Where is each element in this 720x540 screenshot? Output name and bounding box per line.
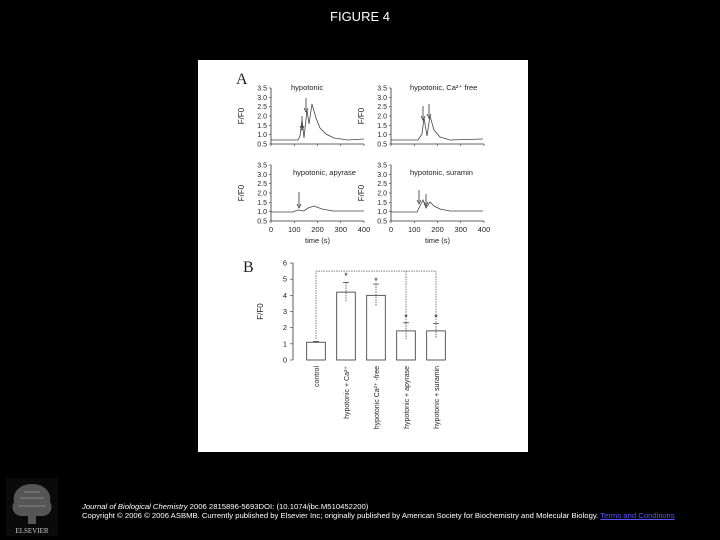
y-tick-label: 1.5 (377, 122, 387, 130)
x-tick-label: hypotonic + apyrase (404, 366, 411, 429)
y-tick-label: 0.5 (257, 218, 267, 226)
y-tick-label: 2.0 (377, 113, 387, 121)
arrow-icon (421, 106, 425, 120)
figure-canvas (198, 60, 528, 452)
x-tick-label: 100 (287, 225, 301, 234)
subplot-label: hypotonic, Ca²⁺ free (410, 83, 478, 92)
x-tick-label: 0 (388, 225, 394, 234)
y-tick-label: 0 (282, 355, 287, 365)
x-axis-label: time (s) (305, 236, 330, 245)
citation-text: 2006 2815896-5693DOI: (10.1074/jbc.M510452200) (187, 502, 369, 511)
trace-line (391, 200, 483, 212)
y-tick-label: 3.5 (257, 85, 267, 93)
y-tick-label: 3.5 (377, 85, 387, 93)
page-title: FIGURE 4 (330, 9, 390, 24)
subplot-label: hypotonic, suramin (410, 168, 473, 177)
subplot-hypotonic (271, 83, 364, 140)
bar (427, 331, 446, 360)
y-tick-label: 0.5 (377, 218, 387, 226)
citation-footer (82, 502, 714, 520)
x-tick-label: 400 (477, 225, 491, 234)
y-tick-label: 1 (282, 339, 287, 349)
y-tick-label: 1.0 (377, 132, 387, 140)
arrow-icon (304, 98, 308, 112)
y-tick-label: 2 (282, 323, 287, 333)
panel-b-label: B (243, 259, 254, 276)
arrow-icon (417, 190, 421, 204)
arrow-icon (427, 104, 431, 118)
y-tick-label: 3.0 (377, 94, 387, 102)
y-axis-label: F/F0 (357, 107, 366, 125)
subplot-label: hypotonic (291, 83, 324, 92)
y-tick-label: 2.0 (377, 190, 387, 198)
copyright-text: Copyright © 2006 © 2006 ASBMB. Currently published by Elsevier Inc; originally published by American Society for Biochemistry and Molecular Biology. (82, 511, 599, 520)
x-tick-label: control (314, 366, 321, 388)
y-tick-label: 5 (282, 274, 287, 284)
y-tick-label: 3.5 (377, 162, 387, 170)
x-axis-label: time (s) (425, 236, 450, 245)
y-tick-label: 1.5 (257, 122, 267, 130)
y-tick-label: 3.0 (257, 94, 267, 102)
y-tick-label: 1.0 (257, 209, 267, 217)
y-tick-label: 2.0 (257, 190, 267, 198)
x-tick-label: 200 (431, 225, 444, 234)
significance-mark: * (374, 276, 378, 287)
logo-text: ELSEVIER (15, 527, 49, 535)
bar (307, 342, 326, 360)
subplot-hypotonic-apyrase (271, 168, 364, 212)
panel-a-label: A (236, 71, 248, 88)
y-tick-label: 0.5 (257, 141, 267, 149)
arrow-icon (297, 192, 301, 208)
y-tick-label: 2.5 (377, 181, 387, 189)
y-tick-label: 1.0 (257, 132, 267, 140)
figure-panel (198, 60, 528, 452)
x-tick-label: 300 (334, 225, 348, 234)
y-tick-label: 2.5 (257, 104, 267, 112)
y-tick-label: 4 (282, 290, 287, 300)
y-tick-label: 3.0 (377, 171, 387, 179)
y-axis-label: F/F0 (357, 184, 366, 202)
x-tick-label: 400 (357, 225, 371, 234)
y-axis-label: F/F0 (256, 303, 265, 320)
y-tick-label: 0.5 (377, 141, 387, 149)
subplot-hypotonic-ca-free (391, 83, 483, 140)
bar (397, 331, 416, 360)
x-tick-label: 100 (407, 225, 421, 234)
journal-name: Journal of Biological Chemistry (82, 502, 188, 511)
trace-line (271, 206, 364, 212)
y-tick-label: 6 (282, 258, 287, 268)
y-axis-label: F/F0 (237, 107, 246, 125)
subplot-hypotonic-suramin (391, 168, 483, 212)
x-tick-label: hypotonic Ca²⁺ -free (374, 366, 381, 430)
bar-chart (256, 259, 445, 430)
y-tick-label: 3 (282, 307, 287, 316)
terms-link[interactable]: Terms and Conditions (600, 511, 675, 520)
significance-mark: * (404, 312, 408, 323)
trace-line (391, 116, 483, 140)
y-tick-label: 2.5 (377, 104, 387, 112)
y-tick-label: 2.0 (257, 113, 267, 121)
elsevier-logo (6, 478, 58, 536)
panel-a-axes (237, 86, 490, 246)
trace-line (271, 104, 364, 140)
y-axis-label: F/F0 (237, 184, 246, 202)
x-tick-label: hypotonic + Ca²⁺ (344, 366, 351, 419)
x-tick-label: hypotonic + suramin (434, 366, 441, 429)
x-tick-label: 0 (268, 225, 274, 234)
y-tick-label: 3.0 (257, 171, 267, 179)
bar (337, 292, 356, 360)
y-tick-label: 3.5 (257, 162, 267, 170)
subplot-label: hypotonic, apyrase (293, 168, 356, 177)
x-tick-label: 300 (454, 225, 468, 234)
y-tick-label: 1.5 (377, 199, 387, 207)
significance-mark: * (344, 271, 348, 282)
y-tick-label: 1.5 (257, 199, 267, 207)
y-tick-label: 2.5 (257, 181, 267, 189)
x-tick-label: 200 (311, 225, 324, 234)
y-tick-label: 1.0 (377, 209, 387, 217)
arrow-icon (300, 116, 304, 130)
significance-mark: * (434, 312, 438, 323)
